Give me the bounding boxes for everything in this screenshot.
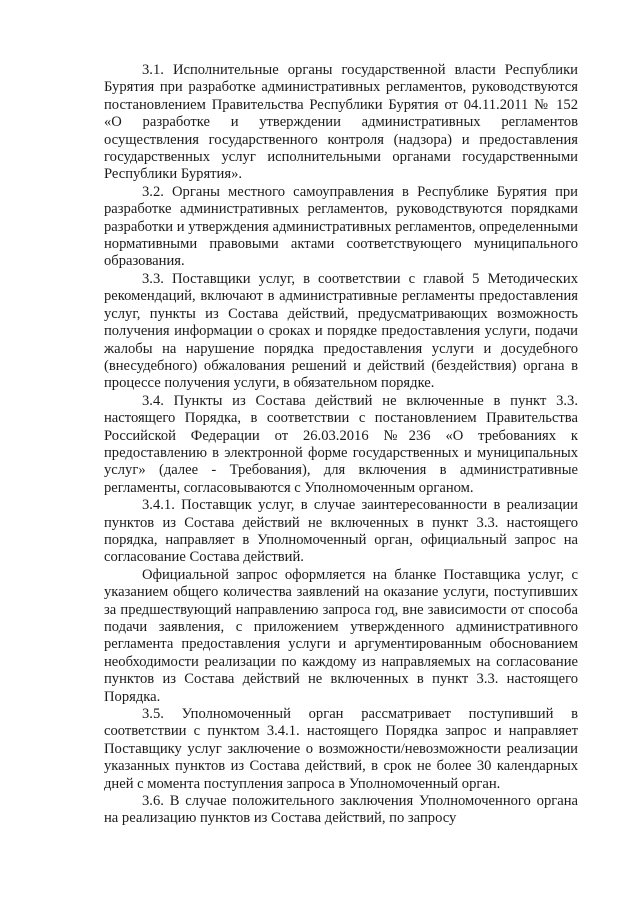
paragraph-3-4-1: 3.4.1. Поставщик услуг, в случае заинтересованности в реализации пунктов из Состава действий не включенных в пункт 3.3. настоящего порядка, направляет в Уполномоченный орган, официальный запрос на согласование Состава действий. bbox=[104, 497, 578, 566]
paragraph-3-6: 3.6. В случае положительного заключения Уполномоченного органа на реализацию пунктов из Состава действий, по запросу bbox=[104, 793, 578, 827]
paragraph-3-2: 3.2. Органы местного самоуправления в Республике Бурятия при разработке административных регламентов, руководствуются порядками разработки и утверждения административных регламентов, определенными нормативными правовыми актами соответствующего муниципального образования. bbox=[104, 183, 578, 270]
paragraph-3-1: 3.1. Исполнительные органы государственной власти Республики Бурятия при разработке административных регламентов, руководствуются постановлением Правительства Республики Бурятия от 04.11.2011 № 152 «О разработке и утверждении административных регламентов осуществления государственного контроля (надзора) и предоставления государственных услуг исполнительными органами государственными Республики Бурятия». bbox=[104, 62, 578, 183]
paragraph-official-request: Официальной запрос оформляется на бланке Поставщика услуг, с указанием общего количества заявлений на оказание услуги, поступивших за предшествующий направлению запроса год, вне зависимости от способа подачи заявления, с приложением утвержденного административного регламента предоставления услуги и аргументированным обоснованием необходимости реализации по каждому из направляемых на согласование пунктов из Состава действий не включенных в пункт 3.3. настоящего Порядка. bbox=[104, 566, 578, 705]
paragraph-3-5: 3.5. Уполномоченный орган рассматривает поступивший в соответствии с пунктом 3.4.1. настоящего Порядка запрос и направляет Поставщику услуг заключение о возможности/невозможности реализации указанных пунктов из Состава действий, в срок не более 30 календарных дней с момента поступления запроса в Уполномоченный орган. bbox=[104, 706, 578, 792]
paragraph-3-4: 3.4. Пункты из Состава действий не включенные в пункт 3.3. настоящего Порядка, в соответствии с постановлением Правительства Российской Федерации от 26.03.2016 №236 «О требованиях к предоставлению в электронной форме государственных и муниципальных услуг» (далее - Требования), для включения в административные регламенты, согласовываются с Уполномоченным органом. bbox=[104, 392, 578, 496]
paragraph-3-3: 3.3. Поставщики услуг, в соответствии с главой 5 Методических рекомендаций, включают в административные регламенты предоставления услуг, пункты из Состава действий, предусматривающих возможность получения информации о сроках и порядке предоставления услуги, подачи жалобы на нарушение порядка предоставления услуги и досудебного (внесудебного) обжалования решений и действий (бездействия) органа в процессе получения услуги, в обязательном порядке. bbox=[104, 270, 578, 392]
